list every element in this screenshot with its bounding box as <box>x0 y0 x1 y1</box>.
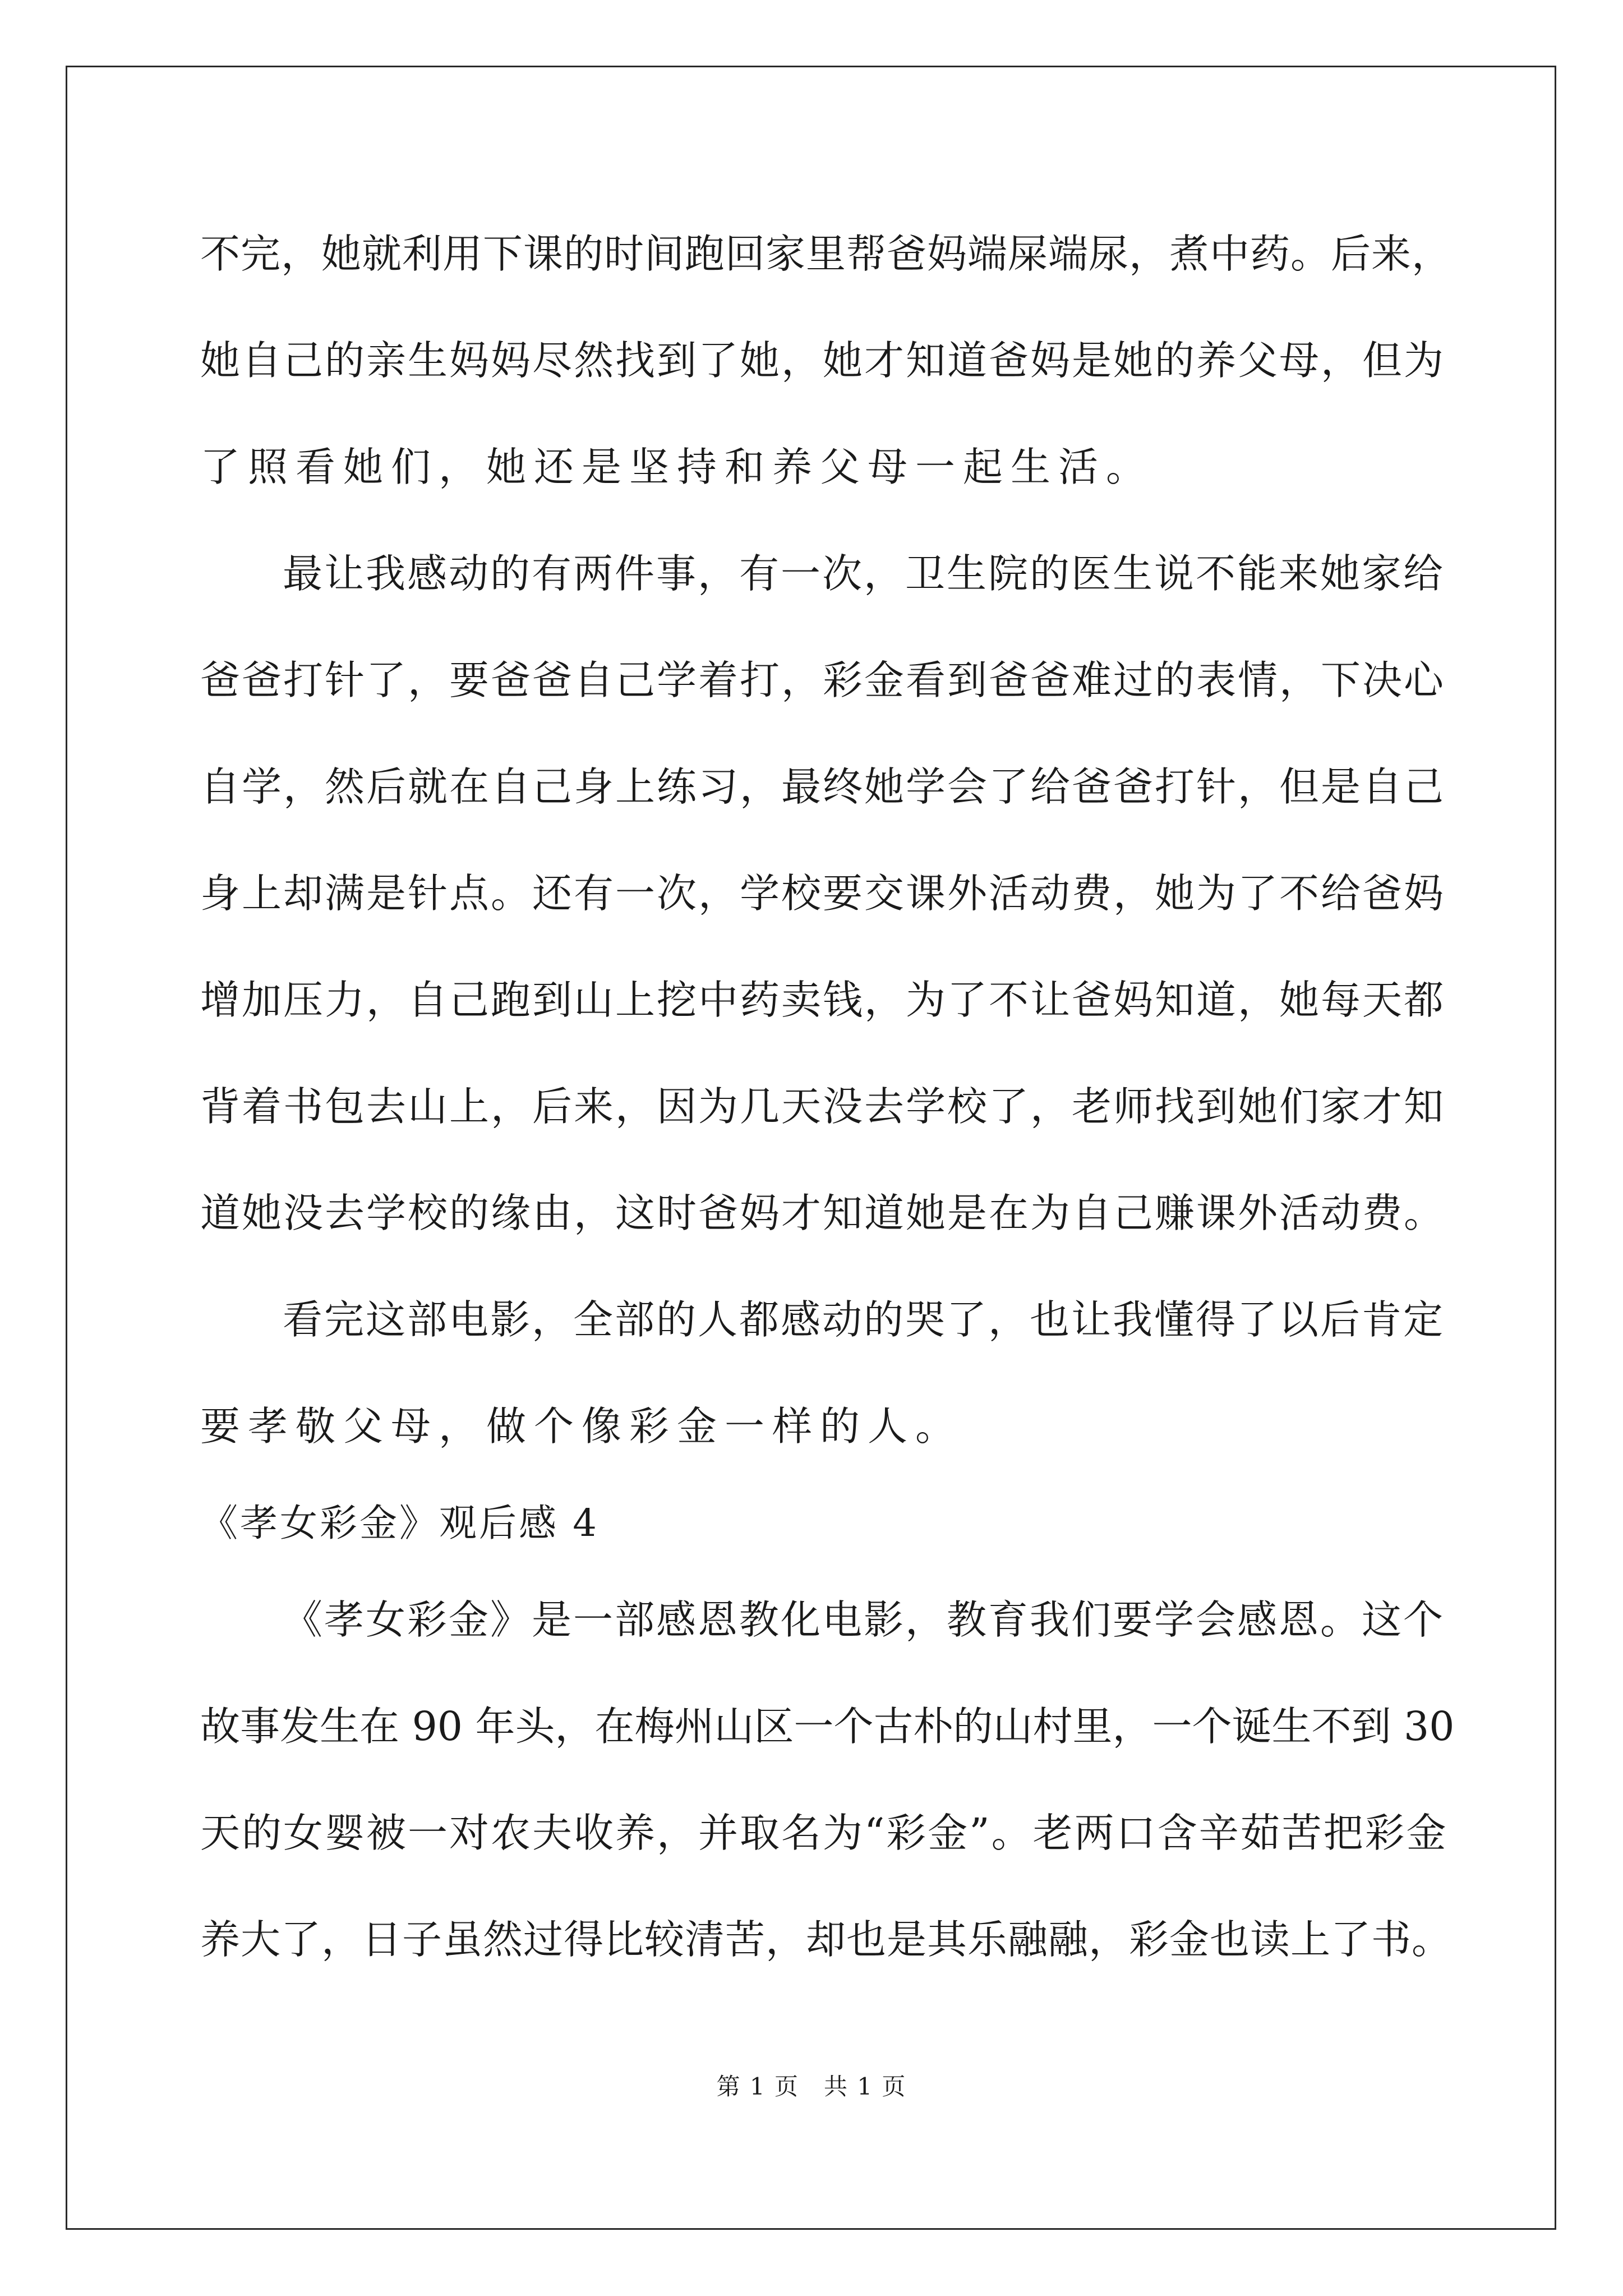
paragraph-line: 爸爸打针了，要爸爸自己学着打，彩金看到爸爸难过的表情，下决心 <box>200 657 1446 703</box>
paragraph-line: 《孝女彩金》是一部感恩教化电影，教育我们要学会感恩。这个 <box>283 1596 1445 1643</box>
page-number-footer: 第 1 页 共 1 页 <box>716 2073 907 2100</box>
paragraph-line: 背着书包去山上，后来，因为几天没去学校了，老师找到她们家才知 <box>200 1083 1446 1130</box>
paragraph-line: 故事发生在 90 年头，在梅州山区一个古朴的山村里，一个诞生不到 30 <box>200 1703 1455 1750</box>
paragraph-line: 养大了，日子虽然过得比较清苦，却也是其乐融融，彩金也读上了书。 <box>200 1916 1453 1963</box>
section-heading: 《孝女彩金》观后感 4 <box>200 1501 599 1545</box>
paragraph-line: 看完这部电影，全部的人都感动的哭了，也让我懂得了以后肯定 <box>283 1296 1445 1343</box>
paragraph-line: 天的女婴被一对农夫收养，并取名为“彩金”。老两口含辛茹苦把彩金 <box>200 1810 1448 1856</box>
paragraph-line: 道她没去学校的缘由，这时爸妈才知道她是在为自己赚课外活动费。 <box>200 1190 1446 1236</box>
paragraph-line: 最让我感动的有两件事，有一次，卫生院的医生说不能来她家给 <box>283 550 1445 597</box>
paragraph-line: 要孝敬父母，做个像彩金一样的人。 <box>200 1403 963 1450</box>
paragraph-line: 她自己的亲生妈妈尽然找到了她，她才知道爸妈是她的养父母，但为 <box>200 337 1446 384</box>
paragraph-line: 自学，然后就在自己身上练习，最终她学会了给爸爸打针，但是自己 <box>200 763 1446 810</box>
paragraph-line: 了照看她们，她还是坚持和养父母一起生活。 <box>200 444 1154 490</box>
paragraph-line: 身上却满是针点。还有一次，学校要交课外活动费，她为了不给爸妈 <box>200 870 1446 917</box>
paragraph-line: 不完，她就利用下课的时间跑回家里帮爸妈端屎端尿，煮中药。后来， <box>200 231 1453 277</box>
paragraph-line: 增加压力，自己跑到山上挖中药卖钱，为了不让爸妈知道，她每天都 <box>200 977 1446 1023</box>
page-border <box>66 66 1556 2230</box>
